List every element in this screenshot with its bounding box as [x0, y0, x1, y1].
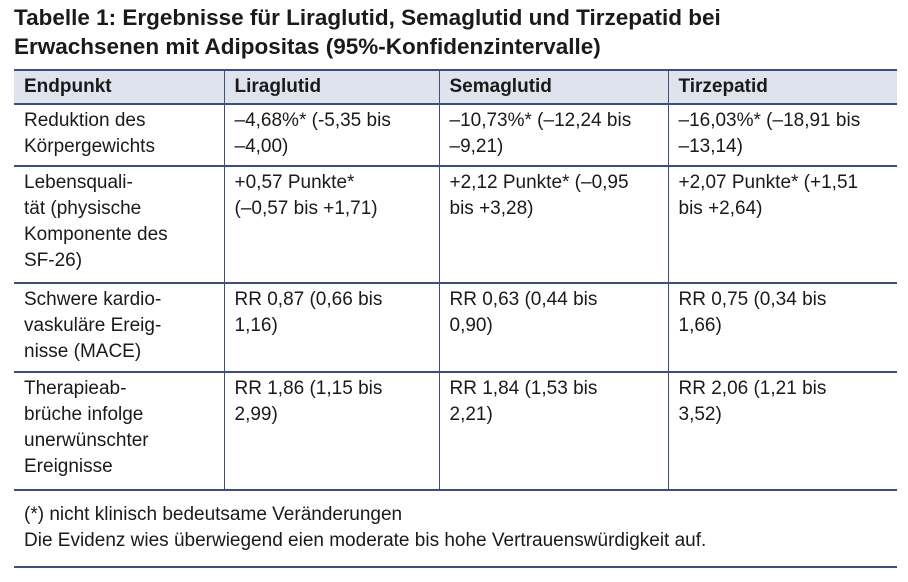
cell-line: unerwünschter — [24, 430, 149, 451]
cell-line: RR 0,75 (0,34 bis — [678, 289, 827, 310]
cell-tirzepatid — [668, 283, 897, 372]
bottom-rule — [14, 566, 897, 568]
table-title-line-1: Tabelle 1: Ergebnisse für Liraglutid, Semaglutid und Tirzepatid bei — [14, 5, 721, 30]
cell-line: Reduktion des — [24, 110, 146, 131]
results-table — [14, 69, 897, 491]
footnote-line: (*) nicht klinisch bedeutsame Veränderungen — [24, 504, 403, 525]
cell-semaglutid — [439, 283, 668, 372]
cell-semaglutid — [439, 104, 668, 166]
cell-line: –10,73%* (–12,24 bis — [449, 110, 632, 131]
table-row — [14, 166, 897, 283]
cell-line: Lebensquali- — [24, 172, 133, 193]
header-endpoint: Endpunkt — [14, 70, 224, 104]
cell-line: –9,21) — [449, 136, 504, 157]
cell-line: 1,16) — [234, 315, 278, 336]
table-row — [14, 283, 897, 372]
header-row — [14, 70, 897, 104]
cell-line: bis +2,64) — [678, 198, 763, 219]
cell-line: RR 2,06 (1,21 bis — [678, 378, 827, 399]
cell-line: –13,14) — [678, 136, 743, 157]
cell-endpoint — [14, 104, 224, 166]
cell-line: bis +3,28) — [449, 198, 534, 219]
table-row — [14, 104, 897, 166]
header-tirzepatid: Tirzepatid — [668, 70, 897, 104]
cell-line: +2,12 Punkte* (–0,95 — [449, 172, 629, 193]
table-title-line-2: Erwachsenen mit Adipositas (95%-Konfidenzintervalle) — [14, 34, 601, 59]
cell-line: RR 1,86 (1,15 bis — [234, 378, 383, 399]
cell-line: –4,00) — [234, 136, 289, 157]
cell-liraglutid — [224, 104, 439, 166]
cell-line: Therapieab- — [24, 378, 127, 399]
cell-tirzepatid — [668, 372, 897, 490]
cell-line: vaskuläre Ereig- — [24, 315, 162, 336]
cell-line: Komponente des — [24, 224, 168, 245]
cell-line: 3,52) — [678, 404, 722, 425]
cell-line: (–0,57 bis +1,71) — [234, 198, 378, 219]
cell-line: Schwere kardio- — [24, 289, 162, 310]
table-row — [14, 372, 897, 490]
cell-liraglutid — [224, 166, 439, 283]
cell-line: SF-26) — [24, 250, 83, 271]
cell-tirzepatid — [668, 104, 897, 166]
cell-line: RR 0,87 (0,66 bis — [234, 289, 383, 310]
table-title — [14, 3, 894, 61]
cell-line: Körpergewichts — [24, 136, 155, 157]
cell-line: 2,99) — [234, 404, 278, 425]
cell-line: tät (physische — [24, 198, 142, 219]
cell-tirzepatid — [668, 166, 897, 283]
cell-line: 2,21) — [449, 404, 493, 425]
cell-line: +2,07 Punkte* (+1,51 — [678, 172, 859, 193]
cell-endpoint — [14, 166, 224, 283]
cell-line: –4,68%* (-5,35 bis — [234, 110, 391, 131]
cell-endpoint — [14, 283, 224, 372]
cell-line: –16,03%* (–18,91 bis — [678, 110, 861, 131]
cell-line: brüche infolge — [24, 404, 144, 425]
cell-semaglutid — [439, 372, 668, 490]
cell-liraglutid — [224, 283, 439, 372]
footnote-line: Die Evidenz wies überwiegend eien moderate bis hohe Vertrauenswürdigkeit auf. — [24, 530, 707, 551]
cell-line: RR 1,84 (1,53 bis — [449, 378, 598, 399]
cell-liraglutid — [224, 372, 439, 490]
cell-semaglutid — [439, 166, 668, 283]
cell-line: 1,66) — [678, 315, 722, 336]
cell-line: 0,90) — [449, 315, 493, 336]
cell-line: +0,57 Punkte* — [234, 172, 355, 193]
cell-line: RR 0,63 (0,44 bis — [449, 289, 598, 310]
header-semaglutid: Semaglutid — [439, 70, 668, 104]
cell-line: nisse (MACE) — [24, 341, 142, 362]
header-liraglutid: Liraglutid — [224, 70, 439, 104]
footnotes — [14, 502, 897, 554]
cell-endpoint — [14, 372, 224, 490]
cell-line: Ereignisse — [24, 456, 113, 477]
